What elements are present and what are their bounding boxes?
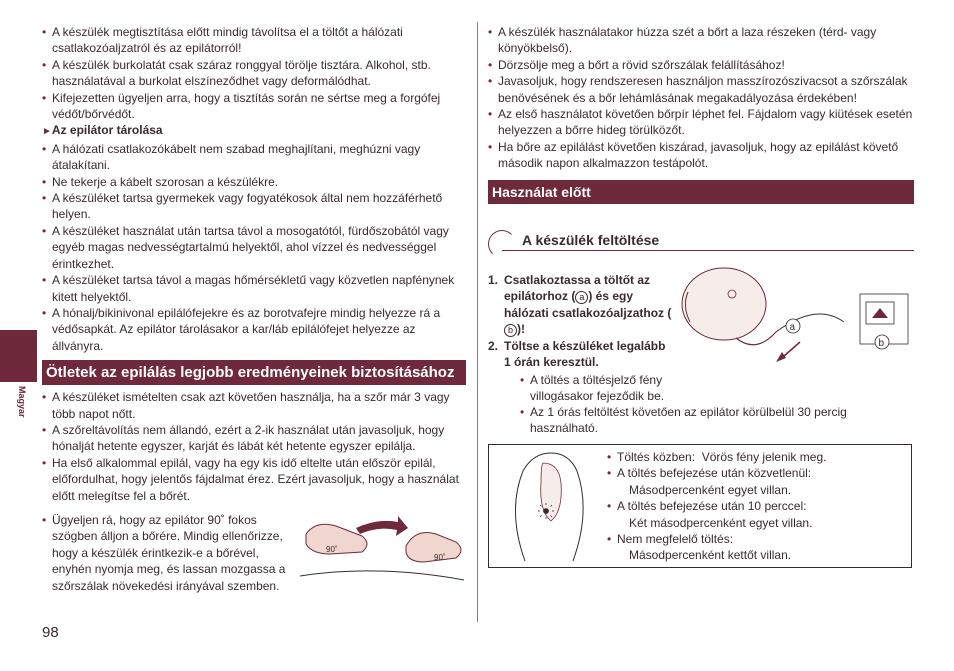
angle-tip: • Ügyeljen rá, hogy az epilátor 90˚ fokos szögben álljon a bőrére. Mindig ellenőrizze, hogy a készülék érintkezik-e a bőrével, enyhén nyomja meg, és lassan mozgassa a szőrszálak növekedési irányával szemben.	[42, 512, 300, 594]
step-2-bullet: • A töltés a töltésjelző fény villogásakor fejeződik be.	[520, 372, 700, 405]
before-use-heading: Használat előtt	[488, 180, 914, 204]
language-label: Magyar	[17, 386, 27, 418]
status-detail: Másodpercenként kettőt villan.	[629, 548, 792, 563]
tip-item: • A szőreltávolítás nem állandó, ezért a 2-ik használat után javasoljuk, hogy hónalját hetente egyszer, karját és lábát két hetente egyszer epilálja.	[42, 422, 466, 455]
status-item: • A töltés befejezése után 10 perccel:	[607, 498, 907, 514]
charging-status-box	[488, 444, 912, 568]
storage-item: • A hónalj/bikinivonal epilálófejekre és az borotvafejre mindig helyezze rá a védősapkát. Az epilátor tárolásakor a kar/láb epilálófejet helyezze az állványra.	[42, 305, 466, 354]
charging-subheading	[488, 230, 914, 254]
charging-rule	[502, 250, 914, 251]
usage-item: • Javasoljuk, hogy rendszeresen használjon masszírozószivacsot a szőrszálak benövésének és a bőr lehámlásának megakadályozása érdekében!	[488, 73, 914, 106]
status-item: • A töltés befejezése után közvetlenül:	[607, 465, 907, 481]
storage-item: • A hálózati csatlakozókábelt nem szabad meghajlítani, meghúzni vagy átalakítani.	[42, 141, 466, 174]
usage-item: • Ha bőre az epilálást követően kiszárad, javasoljuk, hogy az epilálást követő második napon alkalmazzon testápolót.	[488, 139, 914, 172]
svg-text:90˚: 90˚	[326, 545, 338, 554]
svg-text:90˚: 90˚	[434, 553, 446, 562]
tips-heading: Ötletek az epilálás legjobb eredményeinek biztosításához	[42, 360, 466, 385]
charging-title: A készülék feltöltése	[522, 232, 660, 248]
charger-cord	[776, 314, 844, 332]
storage-item: • A készüléket tartsa távol a magas hőmérsékletű vagy közvetlen napfénynek kitett helyektől.	[42, 272, 466, 305]
status-item: • Nem megfelelő töltés:	[607, 531, 907, 547]
epilator-right-illustration	[406, 533, 461, 563]
tip-item: • Ha első alkalommal epilál, vagy ha egy kis idő eltelte után először epilál, előfordulhat, hogy jelentős fájdalmat érez. Ezért javasoljuk, hogy a használat előtt melegítse fel a bőrét.	[42, 455, 466, 504]
storage-item: • A készüléket tartsa gyermekek vagy fogyatékosok által nem hozzáférhető helyen.	[42, 190, 466, 223]
cleaning-item: • Kifejezetten ügyeljen arra, hogy a tisztítás során ne sértse meg a forgófej védőt/bőrvédőt.	[42, 90, 466, 123]
usage-item: • Dörzsölje meg a bőrt a rövid szőrszálak felállításához!	[488, 57, 914, 73]
cleaning-item: • A készülék megtisztítása előtt mindig távolítsa el a töltőt a hálózati csatlakozóaljzatról és az epilátorról!	[42, 24, 466, 57]
language-tab	[0, 330, 37, 382]
status-detail: Két másodpercenként egyet villan.	[629, 515, 813, 530]
section-curve-icon	[488, 230, 516, 258]
device-outline-illustration	[503, 451, 593, 563]
connect-arrow-icon	[784, 342, 800, 356]
step-2-bullets-2	[520, 404, 900, 437]
charging-illustration	[676, 262, 916, 382]
move-arrow-icon	[356, 516, 408, 536]
usage-item: • Az első használatot követően bőrpír léphet fel. Fájdalom vagy kiütések esetén helyezzen a bőrre hideg törülközőt.	[488, 106, 914, 139]
status-detail: Másodpercenként egyet villan.	[629, 482, 792, 497]
status-item: • Töltés közben: Vörös fény jelenik meg.	[607, 449, 907, 465]
storage-item: • A készüléket használat után tartsa távol a mosogatótól, fürdőszobától vagy egyéb magas nedvességtartalmú helyektől, ahol vízzel és nedvességgel érintkezhet.	[42, 223, 466, 272]
step-2-bullets	[520, 372, 700, 405]
storage-subheading: ►Az epilátor tárolása	[42, 123, 163, 138]
label-b-marker: b	[504, 324, 517, 337]
status-list	[607, 449, 907, 564]
usage-item: • A készülék használatakor húzza szét a bőrt a laza részeken (térd- vagy könyökbelső).	[488, 24, 914, 57]
arrow-head-icon	[776, 352, 786, 362]
storage-item: • Ne tekerje a kábelt szorosan a készülékre.	[42, 174, 466, 190]
cleaning-item: • A készülék burkolatát csak száraz ronggyal törölje tisztára. Alkohol, stb. használatával a burkolat elszíneződhet vagy deformálódhat.	[42, 57, 466, 90]
step-2: 2. Töltse a készüléket legalább 1 órán keresztül.	[488, 338, 666, 370]
epilator-body	[682, 268, 766, 340]
tip-item: • A készüléket ismételten csak azt követően használja, ha a szőr már 3 vagy több napot nőtt.	[42, 389, 466, 422]
column-divider	[477, 22, 478, 622]
svg-text:a: a	[789, 322, 796, 333]
angle-illustration	[296, 506, 468, 586]
svg-text:b: b	[878, 338, 885, 349]
charging-steps	[488, 272, 674, 370]
right-column	[488, 24, 914, 208]
label-a-marker: a	[575, 291, 588, 304]
step-2-bullet: • Az 1 órás feltöltést követően az epilátor körülbelül 30 percig használható.	[520, 404, 900, 437]
skin-line	[300, 571, 464, 580]
page-number: 98	[42, 624, 59, 641]
step-1: 1. Csatlakoztassa a töltőt az epilátorhoz ( a ) és egy hálózati csatlakozóaljzathoz (b )!	[488, 273, 672, 337]
triangle-icon: ►	[42, 126, 52, 138]
